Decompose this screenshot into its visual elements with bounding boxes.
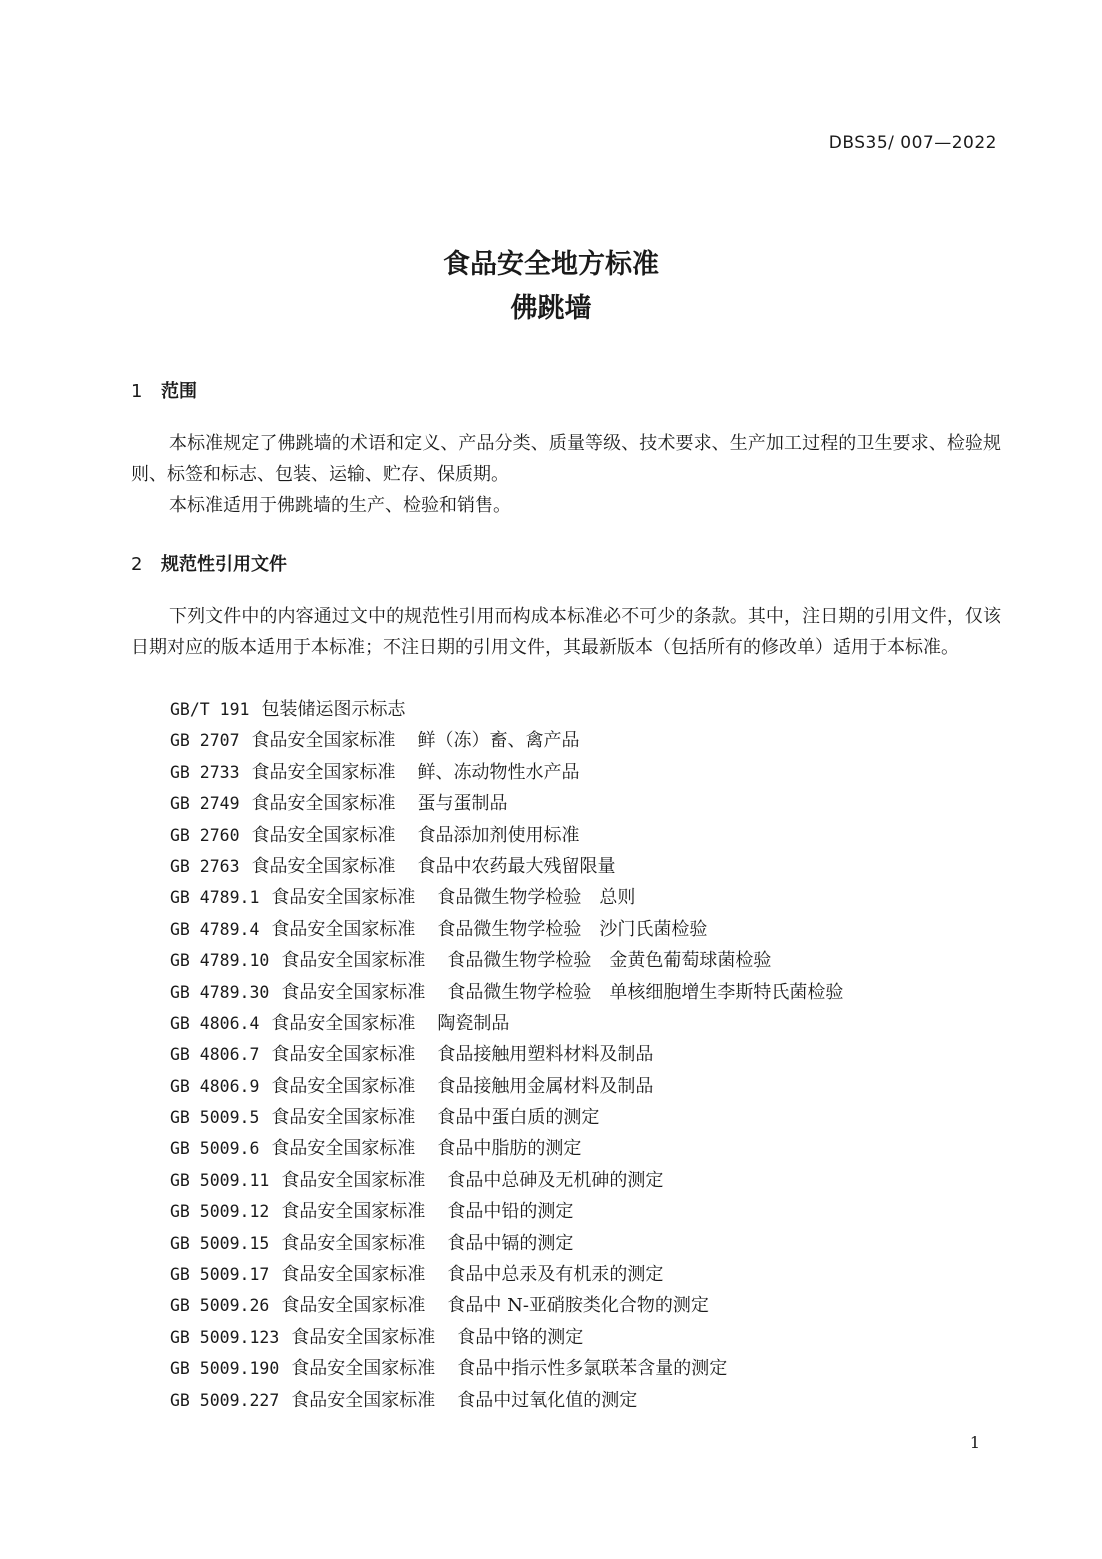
reference-title: 食品安全国家标准 <box>251 793 396 815</box>
reference-title: 食品安全国家标准 <box>281 1169 426 1191</box>
reference-code: GB 5009.227 <box>170 1390 280 1410</box>
standard-code: DBS35/ 007—2022 <box>828 133 997 153</box>
reference-title: 食品安全国家标准 <box>271 918 416 940</box>
reference-item <box>170 1133 843 1164</box>
reference-subtitle: 食品中指示性多氯联苯含量的测定 <box>457 1358 728 1380</box>
reference-item <box>170 1071 843 1102</box>
reference-code: GB 5009.17 <box>170 1265 270 1285</box>
reference-item <box>170 882 843 913</box>
reference-title: 食品安全国家标准 <box>251 761 396 783</box>
reference-subtitle: 食品微生物学检验 金黄色葡萄球菌检验 <box>447 950 772 972</box>
reference-code: GB 4789.10 <box>170 951 270 971</box>
reference-subtitle: 食品微生物学检验 沙门氏菌检验 <box>437 918 708 940</box>
reference-code: GB 5009.11 <box>170 1170 270 1190</box>
reference-item <box>170 1102 843 1133</box>
reference-title: 食品安全国家标准 <box>271 1044 416 1066</box>
reference-code: GB 2760 <box>170 825 240 845</box>
reference-code: GB 2749 <box>170 794 240 814</box>
reference-code: GB 5009.15 <box>170 1233 270 1253</box>
reference-item <box>170 1259 843 1290</box>
section-heading-normative-references <box>131 550 287 576</box>
reference-title: 食品安全国家标准 <box>271 887 416 909</box>
reference-code: GB 2707 <box>170 731 240 751</box>
section-heading-scope <box>131 377 197 403</box>
paragraph: 下列文件中的内容通过文中的规范性引用而构成本标准必不可少的条款。其中，注日期的引用文件，仅该日期对应的版本适用于本标准；不注日期的引用文件，其最新版本（包括所有的修改单）适用于本标准。 <box>131 606 1001 658</box>
reference-code: GB 5009.6 <box>170 1139 260 1159</box>
reference-title: 食品安全国家标准 <box>281 1201 426 1223</box>
reference-subtitle: 食品中农药最大残留限量 <box>417 855 616 877</box>
paragraph: 本标准规定了佛跳墙的术语和定义、产品分类、质量等级、技术要求、生产加工过程的卫生要求、检验规则、标签和标志、包装、运输、贮存、保质期。 <box>131 433 1001 485</box>
reference-item <box>170 725 843 756</box>
reference-title: 食品安全国家标准 <box>281 950 426 972</box>
section-number: 2 <box>131 554 143 575</box>
reference-code: GB 5009.5 <box>170 1108 260 1128</box>
reference-title: 食品安全国家标准 <box>251 855 396 877</box>
reference-code: GB 5009.190 <box>170 1359 280 1379</box>
reference-title: 食品安全国家标准 <box>251 824 396 846</box>
reference-item <box>170 851 843 882</box>
page-number: 1 <box>969 1433 981 1452</box>
reference-item <box>170 1290 843 1321</box>
reference-item <box>170 945 843 976</box>
reference-title: 食品安全国家标准 <box>281 981 426 1003</box>
reference-item <box>170 694 843 725</box>
reference-item <box>170 1008 843 1039</box>
document-title: 食品安全地方标准 <box>443 249 659 280</box>
section-number: 1 <box>131 381 143 402</box>
reference-code: GB 4806.7 <box>170 1045 260 1065</box>
reference-item <box>170 820 843 851</box>
reference-item <box>170 914 843 945</box>
reference-subtitle: 食品微生物学检验 总则 <box>437 887 636 909</box>
reference-code: GB 2763 <box>170 856 240 876</box>
reference-subtitle: 食品微生物学检验 单核细胞增生李斯特氏菌检验 <box>447 981 844 1003</box>
document-subtitle: 佛跳墙 <box>510 293 592 324</box>
reference-title: 食品安全国家标准 <box>271 1107 416 1129</box>
reference-subtitle: 鲜（冻）畜、禽产品 <box>417 730 580 752</box>
reference-title: 食品安全国家标准 <box>281 1232 426 1254</box>
reference-item <box>170 1228 843 1259</box>
reference-code: GB 4789.4 <box>170 919 260 939</box>
reference-title: 食品安全国家标准 <box>291 1326 436 1348</box>
reference-title: 包装储运图示标志 <box>261 699 406 720</box>
reference-subtitle: 食品中铬的测定 <box>457 1326 584 1348</box>
reference-title: 食品安全国家标准 <box>281 1264 426 1286</box>
reference-subtitle: 食品添加剂使用标准 <box>417 824 580 846</box>
reference-title: 食品安全国家标准 <box>291 1389 436 1411</box>
section-title: 规范性引用文件 <box>161 554 287 575</box>
reference-subtitle: 食品中镉的测定 <box>447 1232 574 1254</box>
reference-subtitle: 食品中 N-亚硝胺类化合物的测定 <box>447 1295 709 1317</box>
reference-code: GB/T 191 <box>170 700 250 719</box>
reference-item <box>170 1353 843 1384</box>
reference-title: 食品安全国家标准 <box>281 1295 426 1317</box>
reference-item <box>170 977 843 1008</box>
reference-code: GB 4789.30 <box>170 982 270 1002</box>
reference-subtitle: 食品中总砷及无机砷的测定 <box>447 1169 664 1191</box>
reference-item <box>170 1385 843 1416</box>
reference-code: GB 5009.12 <box>170 1202 270 1222</box>
reference-code: GB 4789.1 <box>170 888 260 908</box>
reference-subtitle: 食品中铅的测定 <box>447 1201 574 1223</box>
reference-title: 食品安全国家标准 <box>291 1358 436 1380</box>
reference-subtitle: 鲜、冻动物性水产品 <box>417 761 580 783</box>
reference-title: 食品安全国家标准 <box>271 1075 416 1097</box>
reference-item <box>170 757 843 788</box>
paragraph: 本标准适用于佛跳墙的生产、检验和销售。 <box>169 495 511 516</box>
reference-code: GB 2733 <box>170 762 240 782</box>
reference-code: GB 5009.26 <box>170 1296 270 1316</box>
section-title: 范围 <box>161 381 197 402</box>
reference-subtitle: 食品中过氧化值的测定 <box>457 1389 638 1411</box>
reference-list <box>170 694 843 1416</box>
reference-code: GB 4806.4 <box>170 1013 260 1033</box>
reference-subtitle: 食品中总汞及有机汞的测定 <box>447 1264 664 1286</box>
reference-item <box>170 788 843 819</box>
reference-item <box>170 1039 843 1070</box>
reference-title: 食品安全国家标准 <box>271 1138 416 1160</box>
reference-subtitle: 食品接触用塑料材料及制品 <box>437 1044 654 1066</box>
reference-item <box>170 1165 843 1196</box>
reference-item <box>170 1196 843 1227</box>
reference-subtitle: 食品接触用金属材料及制品 <box>437 1075 654 1097</box>
reference-item <box>170 1322 843 1353</box>
reference-subtitle: 食品中蛋白质的测定 <box>437 1107 600 1129</box>
reference-subtitle: 蛋与蛋制品 <box>417 793 508 815</box>
reference-title: 食品安全国家标准 <box>271 1012 416 1034</box>
reference-code: GB 5009.123 <box>170 1327 280 1347</box>
reference-code: GB 4806.9 <box>170 1076 260 1096</box>
reference-subtitle: 陶瓷制品 <box>437 1012 510 1034</box>
reference-subtitle: 食品中脂肪的测定 <box>437 1138 582 1160</box>
reference-title: 食品安全国家标准 <box>251 730 396 752</box>
